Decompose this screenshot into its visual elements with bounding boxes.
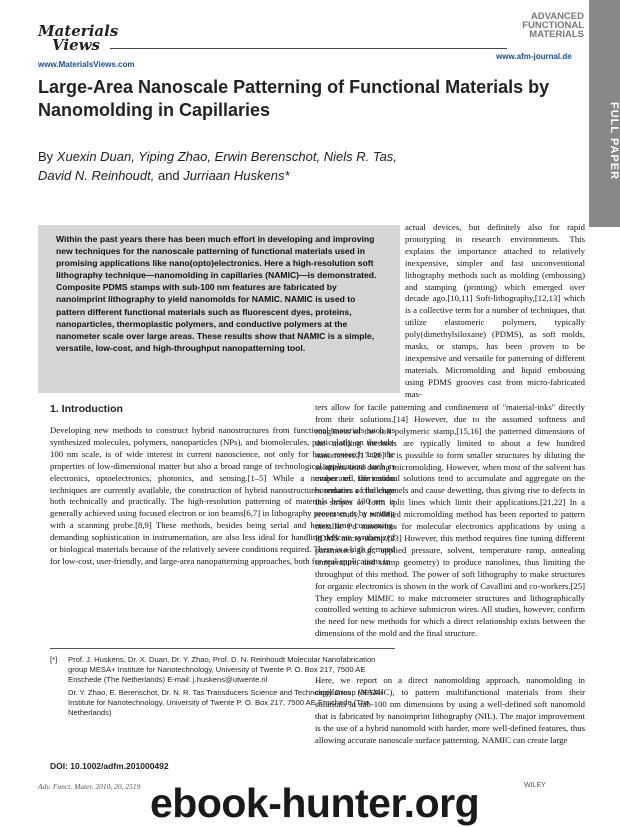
footnote-affiliation-2: Dr. Y. Zhao, E. Berenschot, Dr. N. R. Tas Transducers Science and Technology Group MESA+ Institute for Nanotechnology, University of Twente P. O. Box 217, 7500 AE Enschede (The Netherlands) bbox=[68, 688, 384, 718]
header-rule bbox=[110, 48, 507, 49]
author-list bbox=[38, 147, 558, 185]
section-tab-label: FULL PAPER bbox=[608, 101, 620, 181]
publisher-logo: WILEY bbox=[524, 782, 546, 789]
by-label: By bbox=[38, 149, 54, 164]
abstract-text: Within the past years there has been much effort in developing and improving new techniques for the nanoscale patterning of functional materials used in promising applications like nano(opto)electronics. Here a high-resolution soft lithography technique—nanomolding in capillaries (NAMIC)—is demonstrated. Composite PDMS stamps with sub-100 nm features are fabricated by nanoimprint lithography to yield nanomolds for NAMIC. NAMIC is used to pattern different functional materials such as fluorescent dyes, proteins, nanoparticles, thermoplastic polymers, and conductive polymers at the nanometer scale over large areas. These results show that NAMIC is a simple, versatile, low-cost, and high-throughput nanopatterning tool. bbox=[56, 234, 377, 353]
intro-left-column: Developing new methods to construct hybrid nanostructures from functional materials such as synthesized molecules, polymers, nanoparticles (NPs), and biomolecules, particularly on the sub-100 nm scale, is of wide interest in current nanoscience, not only for basic research into the properties of low-dimensional matter but also a broad range of technological applications such as electronics, optoelectronics, photonics, and sensing.[1–5] While a number of fabrication techniques are currently available, the construction of hybrid nanostructures remains a challenge both technically and practically. The high-resolution patterning of materials below 100 nm is generally achieved using focused electron or ion beams[6,7] in lithography processes or by writing with a scanning probe.[8,9] These methods, besides being serial and hence time consuming, demanding sophistication in instrumentation, are also less ideal for handling delicate synthesized or biological materials because of the relatively severe conditions required. There is a high demand for low-cost, user-friendly, and large-area nanopatterning approaches, both for real applications in bbox=[50, 425, 395, 566]
materials-views-url[interactable]: www.MaterialsViews.com bbox=[38, 60, 135, 69]
intro-right-column-top: actual devices, but definitely also for rapid prototyping in research environments. This explains the importance attached to relatively inexpensive, simpler and fast unconventional lithography methods such as molding (embossing) and stamping (printing) which emerged over decade ago.[10,11] Soft-lithography,[12,13] which is a collective term for a number of techniques, that utilize elastomeric polymers, typically poly(dimethylsiloxane) (PDMS), as soft molds, masks, or stamps, has been proven to be inexpensive and versatile for patterning of different materials. Micromolding and liquid embossing using PDMS grooves cast from micro-fabricated mas- bbox=[405, 222, 585, 399]
afm-logo-line2: FUNCTIONAL bbox=[522, 20, 584, 31]
intro-right-column-bottom: Here, we report on a direct nanomolding approach, nanomolding in capillaries (NAMIC), to pattern multifunctional materials from their solutions at sub-100 nm dimensions by using a well-defined soft nanomold that is fabricated by nanoimprint lithography (NIL). The major improvement is the use of a hybrid nanomold with harder, more well-defined features, thus allowing accurate nanoscale surface patterning. NAMIC can create large bbox=[315, 675, 585, 745]
intro-right-column: ters allow for facile patterning and confinement of ''material-inks'' directly from their solutions.[14] However, due to the assumed softness and roughness of the soft polymeric stamp,[15,16] the patterned dimensions of the molding methods are typically limited to about a few hundred nanometers.[17–20] It is possible to form smaller structures by diluting the solutions used during micromolding. However, when most of the solvent has evaporated, the residual solutions tend to accumulate and aggregate on the boundaries of the channels and cause dewetting, thus giving rise to defects in the stripes or form split lines which limit their applications.[21,22] In a recent study, a modified micromolding method has been reported to pattern metallic Pd nanowires for molecular electronics applications by using a PDMS micro-stamp.[23] However, this method requires fine tuning different parameters (e.g., applied pressure, solvent, temperature ramp, annealing temperature, and stamp geometry) to produce nanolines, thus limiting the throughput of this method. The power of soft lithography to make structures for organic electronics is shown in the work of Cavallini and co-workers.[25] They employ MIMIC to make micrometer structures and lithographically controlled wetting to achieve submicron wires. All studies, however, confirm the need for new methods for which a direct relationship exists between the dimensions of the mold and the final structure. bbox=[315, 402, 585, 639]
authors-line1: Xuexin Duan, Yiping Zhao, Erwin Berenschot, Niels R. Tas, bbox=[56, 149, 397, 164]
footnote-affiliation-1: Prof. J. Huskens, Dr. X. Duan, Dr. Y. Zhao, Prof. D. N. Reinhoudt Molecular Nanofabrication group MESA+ Institute for Nanotechnology, University of Twente P. O. Box 217, 7500 AE Enschede (The Netherlands) E-mail: j.huskens@utwente.nl bbox=[68, 655, 376, 685]
doi[interactable]: DOI: 10.1002/adfm.201000492 bbox=[50, 761, 169, 771]
author-footnote bbox=[50, 655, 395, 722]
authors-and: and bbox=[157, 168, 180, 183]
afm-logo bbox=[508, 12, 584, 39]
footnote-mark: [*] bbox=[50, 655, 58, 664]
afm-logo-line3: MATERIALS bbox=[529, 29, 584, 40]
journal-reference: Adv. Funct. Mater. 2010, 20, 2519 bbox=[38, 782, 141, 791]
materials-views-logo bbox=[38, 22, 119, 54]
watermark: ebook-hunter.org bbox=[150, 780, 480, 826]
authors-line2b: Jurriaan Huskens* bbox=[183, 168, 290, 183]
mv-logo-line1: Materials bbox=[38, 22, 119, 40]
section-heading: 1. Introduction bbox=[50, 403, 123, 415]
footnote-rule bbox=[50, 648, 395, 649]
afm-journal-url[interactable]: www.afm-journal.de bbox=[496, 52, 572, 61]
mv-logo-line2: Views bbox=[52, 36, 100, 54]
article-title: Large-Area Nanoscale Patterning of Functional Materials by Nanomolding in Capillaries bbox=[38, 77, 550, 120]
authors-line2a: David N. Reinhoudt, bbox=[38, 168, 155, 183]
afm-logo-line1: ADVANCED bbox=[530, 11, 584, 22]
